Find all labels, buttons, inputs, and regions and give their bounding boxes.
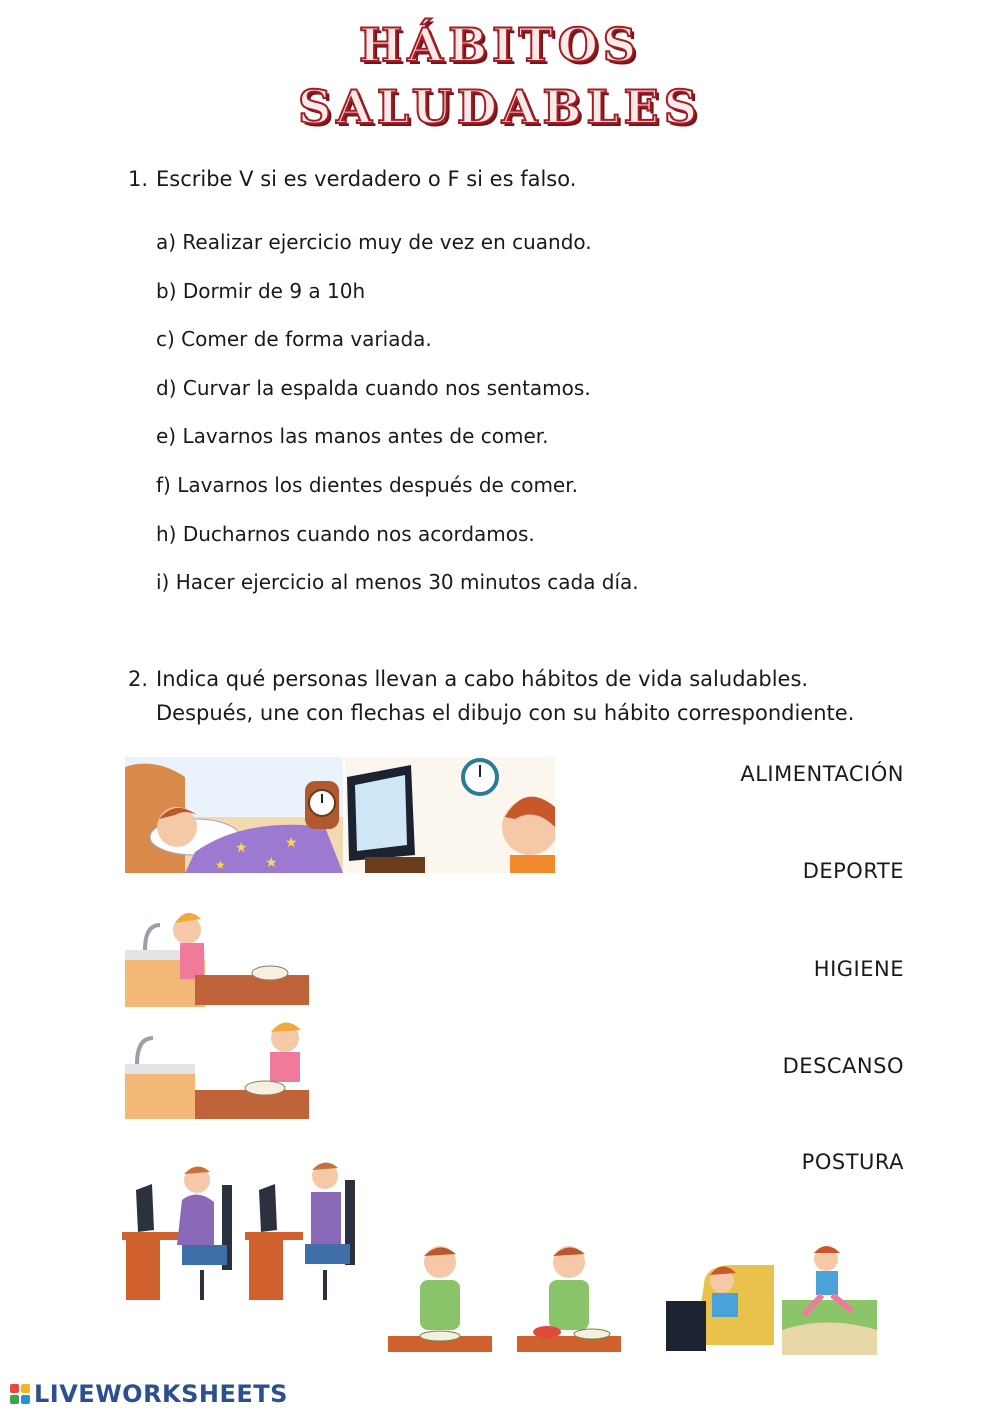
handwashing-picture[interactable] bbox=[125, 895, 309, 1007]
category-postura[interactable]: POSTURA bbox=[801, 1150, 904, 1174]
svg-text:★: ★ bbox=[235, 840, 248, 856]
logo-icon bbox=[10, 1384, 30, 1404]
category-descanso[interactable]: DESCANSO bbox=[782, 1054, 904, 1078]
list-item: h) Ducharnos cuando nos acordamos. bbox=[156, 521, 535, 546]
sleeping-child-icon bbox=[125, 757, 343, 873]
list-item: a) Realizar ejercicio muy de vez en cuando. bbox=[156, 230, 592, 254]
list-item: i) Hacer ejercicio al menos 30 minutos cada día. bbox=[156, 570, 639, 595]
unhealthy-eating-picture[interactable] bbox=[388, 1240, 492, 1352]
list-item: f) Lavarnos los dientes después de comer. bbox=[156, 472, 578, 497]
sleeping-child-picture[interactable] bbox=[125, 757, 343, 873]
question-2-line-1: Indica qué personas llevan a cabo hábitos de vida saludables. bbox=[156, 667, 809, 691]
handwashing-girl-icon bbox=[125, 895, 309, 1007]
question-2-number: 2. bbox=[128, 667, 149, 691]
girl-on-sofa-icon bbox=[664, 1255, 776, 1355]
boy-eating-healthy-icon bbox=[517, 1240, 621, 1352]
upright-computer-boy-icon bbox=[245, 1160, 360, 1310]
brand-name: LIVEWORKSHEETS bbox=[34, 1380, 288, 1408]
category-higiene[interactable]: HIGIENE bbox=[813, 957, 904, 981]
list-item: c) Comer de forma variada. bbox=[156, 327, 432, 352]
slouching-computer-boy-icon bbox=[122, 1160, 237, 1310]
true-false-list bbox=[156, 224, 639, 613]
question-1-number: 1. bbox=[128, 167, 149, 191]
title-line-1: HÁBITOS bbox=[358, 18, 642, 72]
question-1 bbox=[128, 162, 576, 196]
title-line-2: SALUDABLES bbox=[298, 80, 702, 134]
svg-text:★: ★ bbox=[285, 835, 298, 851]
question-2 bbox=[128, 662, 854, 730]
eating-girl-icon bbox=[125, 1008, 309, 1119]
sofa-picture[interactable] bbox=[664, 1255, 776, 1355]
tv-watching-icon bbox=[345, 757, 555, 873]
question-1-text: Escribe V si es verdadero o F si es falso. bbox=[156, 167, 577, 191]
running-picture[interactable] bbox=[782, 1245, 877, 1355]
girl-running-icon bbox=[782, 1245, 877, 1355]
svg-text:★: ★ bbox=[265, 855, 278, 871]
tv-watching-picture[interactable] bbox=[345, 757, 555, 873]
category-alimentacion[interactable]: ALIMENTACIÓN bbox=[740, 762, 904, 786]
svg-text:★: ★ bbox=[215, 858, 226, 872]
healthy-eating-picture[interactable] bbox=[517, 1240, 621, 1352]
list-item: b) Dormir de 9 a 10h bbox=[156, 278, 366, 303]
slouching-posture-picture[interactable] bbox=[122, 1160, 237, 1310]
upright-posture-picture[interactable] bbox=[245, 1160, 360, 1310]
list-item: e) Lavarnos las manos antes de comer. bbox=[156, 424, 549, 449]
liveworksheets-logo[interactable] bbox=[10, 1380, 288, 1408]
boy-eating-unhealthy-icon bbox=[388, 1240, 492, 1352]
list-item: d) Curvar la espalda cuando nos sentamos. bbox=[156, 375, 591, 400]
question-2-line-2: Después, une con flechas el dibujo con su hábito correspondiente. bbox=[156, 701, 855, 725]
category-deporte[interactable]: DEPORTE bbox=[802, 859, 904, 883]
eating-picture[interactable] bbox=[125, 1008, 309, 1119]
